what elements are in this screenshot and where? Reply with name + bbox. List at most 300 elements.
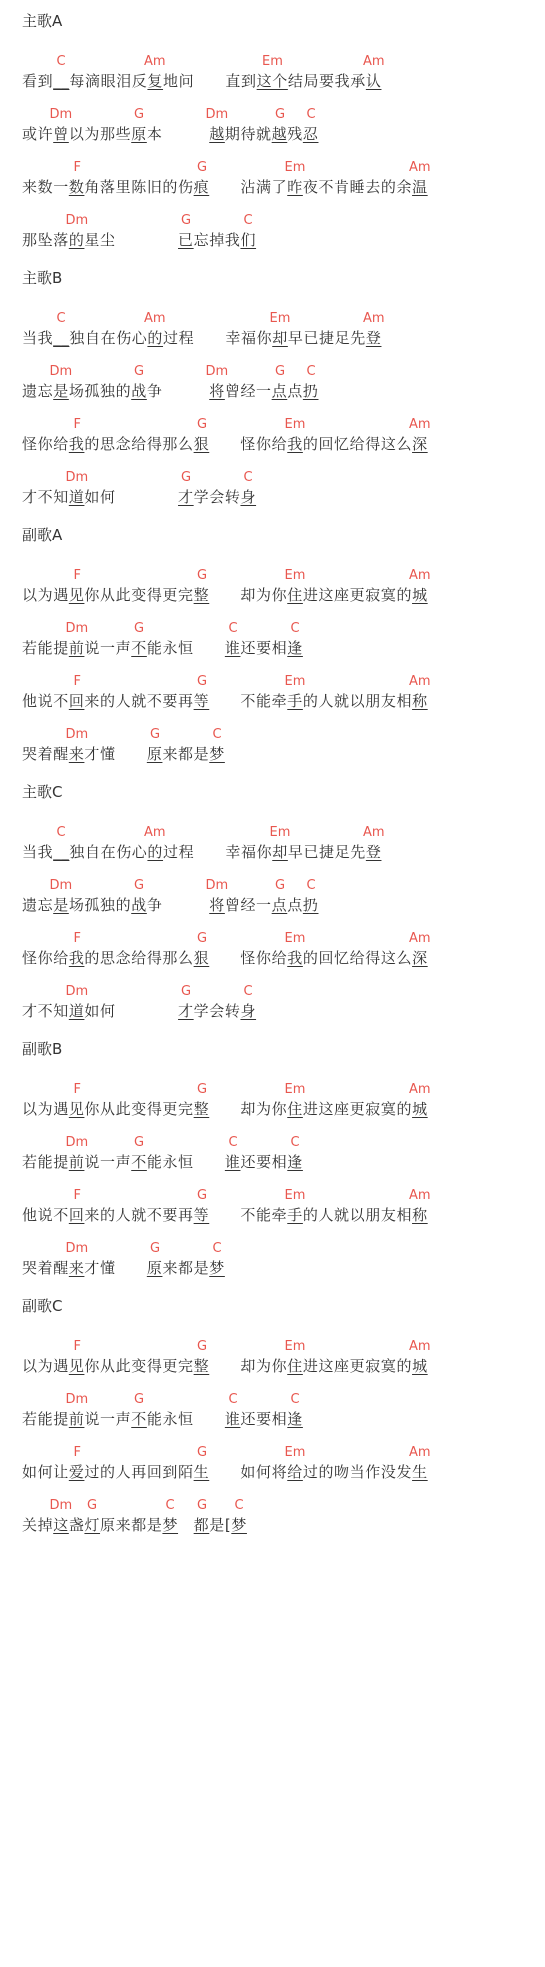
chord-syllable: 梦 [162,1516,179,1534]
chord-syllable: 来 [68,1259,85,1277]
lyric-segment: 场孤独的 [68,382,132,400]
chord-syllable: 温 [412,178,428,196]
chord-syllable: 深 [412,949,428,967]
chord-label: G [181,213,192,228]
lyric-segment: 结局要我承 [287,72,366,90]
lyric-segment: 进这座更寂寞的 [302,586,413,604]
lyric-segment: 的回忆给得这么 [302,435,413,453]
lyric-segment: 如何 [84,1002,179,1020]
lyric-text [22,1204,428,1225]
chord-syllable: __ [53,843,70,861]
chord-syllable: 来 [68,745,85,763]
chord-label: C [243,470,253,485]
lyric-segment: 当我 [22,329,54,347]
chord-syllable: 住 [287,1100,303,1118]
chord-syllable: 越 [209,125,225,143]
lyric-segment: 点 [287,382,303,400]
chord-syllable: 才 [178,488,194,506]
chord-syllable: 已 [178,231,194,249]
chord-syllable: 才 [178,1002,194,1020]
lyric-segment: 残 [287,125,303,143]
lyric-segment: 场孤独的 [68,896,132,914]
chord-syllable: 登 [365,329,382,347]
chord-syllable: 这个 [256,72,288,90]
lyric-segment: 他说不 [22,692,69,710]
chord-syllable: 梦 [231,1516,247,1534]
chord-syllable: 等 [193,1206,210,1224]
chord-syllable: 梦 [209,1259,225,1277]
lyric-segment: 不能牵 [209,692,288,710]
lyric-text [22,380,318,401]
chord-syllable: 见 [68,586,85,604]
lyric-segment: 遗忘 [22,896,54,914]
chord-label: Am [144,54,166,69]
lyric-segment: 来的人就不要再 [84,1206,194,1224]
lyric-segment: 来数一 [22,178,69,196]
chord-syllable: 住 [287,1357,303,1375]
chord-syllable: 生 [412,1463,428,1481]
lyric-text [22,690,428,711]
chord-label: Em [284,417,306,432]
chord-label: G [87,1498,98,1513]
lyric-segment: 本 [146,125,210,143]
chord-label: Am [409,1188,431,1203]
chord-label: C [228,621,238,636]
chord-label: C [306,878,316,893]
lyric-segment: 的回忆给得这么 [302,949,413,967]
lyric-text [22,1514,247,1535]
lyric-text [22,894,318,915]
chord-label: Em [269,825,291,840]
chord-syllable: 谁 [224,639,241,657]
chord-label: C [56,311,66,326]
lyric-segment: 独自在伤心 [69,329,148,347]
lyric-segment: 你从此变得更完 [84,1357,194,1375]
lyric-segment: 如何将 [209,1463,288,1481]
chord-syllable: 见 [68,1357,85,1375]
lyric-segment [178,1516,194,1534]
chord-label: C [212,1241,222,1256]
chord-label: Am [144,311,166,326]
lyric-segment: 盏 [68,1516,85,1534]
chord-label: C [234,1498,244,1513]
chord-syllable: 的 [147,843,164,861]
chord-label: G [197,1339,208,1354]
lyric-text [22,176,428,197]
chord-label: Dm [65,984,89,999]
chord-label: F [73,931,81,946]
lyric-segment: 如何让 [22,1463,69,1481]
chord-syllable: 整 [193,586,210,604]
lyric-segment: 争 [146,896,210,914]
lyric-segment: 看到 [22,72,54,90]
chord-label: Am [409,1445,431,1460]
chord-label: C [290,621,300,636]
lyric-segment: 来都是 [162,1259,210,1277]
chord-syllable: 整 [193,1100,210,1118]
chord-label: F [73,674,81,689]
lyric-segment: 期待就 [224,125,272,143]
chord-label: Dm [49,107,73,122]
chord-label: C [228,1135,238,1150]
chord-label: Em [284,1188,306,1203]
lyric-segment: 才懂 [84,745,147,763]
lyric-segment: 角落里陈旧的伤 [84,178,194,196]
chord-syllable: 认 [365,72,382,90]
chord-label: C [290,1392,300,1407]
lyric-segment: 进这座更寂寞的 [302,1100,413,1118]
chord-syllable: 回 [68,1206,85,1224]
chord-label: C [56,54,66,69]
chord-label: G [197,674,208,689]
lyric-segment: 遗忘 [22,382,54,400]
chord-label: C [56,825,66,840]
chord-label: F [73,1188,81,1203]
lyric-segment: 过程 幸福你 [163,843,273,861]
chord-label: Am [363,825,385,840]
chord-syllable: 曾 [53,125,69,143]
chord-syllable: 忍 [302,125,319,143]
chord-syllable: 将 [209,896,225,914]
lyric-segment: 还要相 [240,1410,288,1428]
chord-label: C [228,1392,238,1407]
lyric-segment: 怪你给 [209,435,288,453]
lyric-segment: 星尘 [84,231,179,249]
lyric-segment: 忘掉我 [193,231,241,249]
chord-syllable: 谁 [224,1153,241,1171]
lyric-segment: 曾经一 [224,896,272,914]
chord-label: C [306,107,316,122]
lyric-segment: 夜不肯睡去的余 [302,178,413,196]
lyric-text [22,1408,303,1429]
chord-label: Am [409,160,431,175]
lyric-segment: 进这座更寂寞的 [302,1357,413,1375]
chord-label: Dm [49,1498,73,1513]
chord-syllable: 谁 [224,1410,241,1428]
chord-syllable: 痕 [193,178,210,196]
chord-label: F [73,160,81,175]
chord-syllable: 我 [68,435,85,453]
lyric-text [22,70,381,91]
chord-label: G [197,931,208,946]
chord-syllable: 逢 [287,1153,303,1171]
chord-label: C [243,984,253,999]
chord-syllable: 道 [68,488,85,506]
chord-label: G [197,1188,208,1203]
lyric-text [22,743,225,764]
section-title: 主歌B [22,269,63,287]
chord-label: Em [284,1445,306,1460]
chord-label: C [306,364,316,379]
lyric-text [22,486,256,507]
chord-label: Am [363,54,385,69]
chord-label: Em [262,54,283,69]
lyric-text [22,947,428,968]
lyric-segment: 才不知 [22,488,69,506]
lyric-segment: 过程 幸福你 [163,329,273,347]
chord-syllable: 将 [209,382,225,400]
chord-syllable: 我 [68,949,85,967]
chord-syllable: 见 [68,1100,85,1118]
chord-syllable: 原 [146,1259,163,1277]
chord-syllable: 却 [272,329,288,347]
chord-label: Am [409,417,431,432]
chord-label: G [134,878,145,893]
chord-syllable: 昨 [287,178,303,196]
chord-label: Am [409,568,431,583]
lyric-segment: 过的吻当作没发 [302,1463,413,1481]
chord-syllable: 这 [53,1516,69,1534]
section-title: 副歌B [22,1040,63,1058]
lyric-segment: 的思念给得那么 [84,435,194,453]
chord-label: F [73,417,81,432]
lyric-segment: 争 [146,382,210,400]
lyric-segment: 独自在伤心 [69,843,148,861]
lyric-segment: 若能提 [22,639,69,657]
lyric-segment: 来都是 [162,745,210,763]
lyric-segment: 早已捷足先 [287,843,366,861]
lyric-segment: 说一声 [84,639,132,657]
chord-label: C [243,213,253,228]
lyric-text [22,637,303,658]
lyric-segment: 每滴眼泪反 [69,72,148,90]
chord-label: Am [409,1082,431,1097]
lyric-segment: 哭着醒 [22,745,69,763]
lyric-segment: 怪你给 [22,435,69,453]
section-title: 副歌A [22,526,63,544]
lyric-segment: 学会转 [193,1002,241,1020]
lyric-segment: 你从此变得更完 [84,1100,194,1118]
lyric-text [22,1000,256,1021]
lyric-segment: 当我 [22,843,54,861]
lyric-segment: 说一声 [84,1410,132,1428]
chord-label: F [73,1445,81,1460]
lyric-segment: 不能牵 [209,1206,288,1224]
lyric-segment: 说一声 [84,1153,132,1171]
chord-label: C [165,1498,175,1513]
lyric-text [22,433,428,454]
chord-label: G [150,1241,161,1256]
lyric-text [22,841,381,862]
chord-syllable: 复 [147,72,164,90]
chord-label: G [134,621,145,636]
section-title: 主歌C [22,783,63,801]
chord-label: G [134,1392,145,1407]
chord-label: Am [144,825,166,840]
chord-syllable: 回 [68,692,85,710]
lyric-segment: 原来都是 [100,1516,163,1534]
lyric-segment: 曾经一 [224,382,272,400]
chord-label: G [181,984,192,999]
lyric-segment: 以为遇 [22,1357,69,1375]
lyric-segment: 却为你 [209,586,288,604]
chord-syllable: 越 [271,125,288,143]
chord-label: Dm [65,621,89,636]
chord-syllable: 都 [193,1516,210,1534]
chord-syllable: 梦 [209,745,225,763]
lyric-segment: 如何 [84,488,179,506]
chord-label: Am [409,931,431,946]
chord-label: F [73,568,81,583]
lyric-segment: 才不知 [22,1002,69,1020]
chord-syllable: 原 [131,125,147,143]
chord-syllable: 狠 [193,949,210,967]
chord-syllable: 前 [68,639,85,657]
chord-syllable: 登 [365,843,382,861]
chord-syllable: 点 [271,896,288,914]
chord-syllable: 城 [412,586,428,604]
chord-label: Dm [205,107,229,122]
lyric-segment: 还要相 [240,639,288,657]
chord-label: Am [409,1339,431,1354]
lyric-segment: 的人就以朋友相 [302,1206,413,1224]
lyric-segment: 才懂 [84,1259,147,1277]
lyric-segment: 若能提 [22,1153,69,1171]
lyric-text [22,1461,428,1482]
chord-syllable: 给 [287,1463,303,1481]
lyric-segment: 能永恒 [146,639,225,657]
chord-label: G [197,160,208,175]
chord-label: G [134,1135,145,1150]
lyric-text [22,1151,303,1172]
chord-syllable: 点 [271,382,288,400]
chord-label: G [197,568,208,583]
lyric-segment: 的人就以朋友相 [302,692,413,710]
lyric-segment: 地问 直到 [163,72,257,90]
chord-syllable: 扔 [302,382,319,400]
lyric-segment: 还要相 [240,1153,288,1171]
chord-label: Em [269,311,291,326]
lyric-segment: 来的人就不要再 [84,692,194,710]
chord-label: G [197,1445,208,1460]
chord-label: G [197,1082,208,1097]
chord-syllable: 称 [412,692,428,710]
lyric-segment: 他说不 [22,1206,69,1224]
lyric-segment: 能永恒 [146,1153,225,1171]
chord-syllable: 手 [287,692,303,710]
chord-label: Em [284,568,306,583]
chord-label: Dm [49,878,73,893]
lyric-segment: 那坠落 [22,231,69,249]
lyric-segment: 以为遇 [22,586,69,604]
lyric-segment: 关掉 [22,1516,54,1534]
chord-label: Em [284,931,306,946]
chord-syllable: 灯 [84,1516,101,1534]
chord-syllable: 战 [131,382,147,400]
chord-syllable: 不 [131,1410,147,1428]
chord-syllable: 逢 [287,639,303,657]
chord-syllable: 是 [53,896,69,914]
lyric-segment: 以为遇 [22,1100,69,1118]
chord-label: Dm [65,727,89,742]
chord-syllable: 称 [412,1206,428,1224]
chord-syllable: 们 [240,231,257,249]
chord-syllable: 扔 [302,896,319,914]
chord-syllable: 不 [131,639,147,657]
chord-label: Em [284,674,306,689]
chord-syllable: 手 [287,1206,303,1224]
lyric-segment: 学会转 [193,488,241,506]
chord-label: G [197,417,208,432]
lyric-text [22,584,428,605]
lyric-segment: 哭着醒 [22,1259,69,1277]
chord-label: C [212,727,222,742]
chord-label: F [73,1339,81,1354]
lyric-segment: 的思念给得那么 [84,949,194,967]
chord-label: Dm [205,878,229,893]
chord-label: Am [363,311,385,326]
chord-label: G [275,107,286,122]
chord-label: C [290,1135,300,1150]
chord-syllable: 前 [68,1153,85,1171]
lyric-text [22,123,318,144]
lyric-segment: 怪你给 [22,949,69,967]
lyric-segment: 沾满了 [209,178,288,196]
chord-syllable: 逢 [287,1410,303,1428]
chord-syllable: 的 [147,329,164,347]
chord-label: G [275,878,286,893]
chord-syllable: 城 [412,1357,428,1375]
lyric-segment: 能永恒 [146,1410,225,1428]
lyric-segment: 却为你 [209,1100,288,1118]
chord-syllable: 前 [68,1410,85,1428]
chord-syllable: 道 [68,1002,85,1020]
chord-label: G [275,364,286,379]
chord-syllable: 战 [131,896,147,914]
chord-syllable: 身 [240,1002,257,1020]
lyric-segment: 早已捷足先 [287,329,366,347]
chord-syllable: 是 [53,382,69,400]
chord-syllable: 城 [412,1100,428,1118]
lyric-segment: 以为那些 [68,125,132,143]
chord-syllable: 住 [287,586,303,604]
lyric-segment: 或许 [22,125,54,143]
chord-label: G [134,107,145,122]
chord-syllable: 整 [193,1357,210,1375]
chord-label: Em [284,1082,306,1097]
chord-label: Am [409,674,431,689]
lyric-segment: 却为你 [209,1357,288,1375]
chord-syllable: 不 [131,1153,147,1171]
chord-syllable: 爱 [68,1463,85,1481]
chord-syllable: 狠 [193,435,210,453]
chord-syllable: 等 [193,692,210,710]
lyric-text [22,229,256,250]
chord-label: Dm [65,470,89,485]
chord-syllable: 却 [272,843,288,861]
section-title: 主歌A [22,12,63,30]
chord-syllable: 身 [240,488,257,506]
lyric-segment: 过的人再回到陌 [84,1463,194,1481]
chord-label: Dm [65,1135,89,1150]
lyric-segment: 你从此变得更完 [84,586,194,604]
chord-syllable: __ [53,72,70,90]
lyric-text [22,327,381,348]
lyric-text [22,1098,428,1119]
chord-label: Em [284,1339,306,1354]
chord-label: Dm [65,1392,89,1407]
chord-syllable: 深 [412,435,428,453]
chord-label: F [73,1082,81,1097]
lyric-segment: 点 [287,896,303,914]
chord-syllable: 原 [146,745,163,763]
lyric-text [22,1355,428,1376]
chord-syllable: 我 [287,949,303,967]
chord-label: G [150,727,161,742]
chord-syllable: __ [53,329,70,347]
lyric-text [22,1257,225,1278]
chord-label: G [134,364,145,379]
